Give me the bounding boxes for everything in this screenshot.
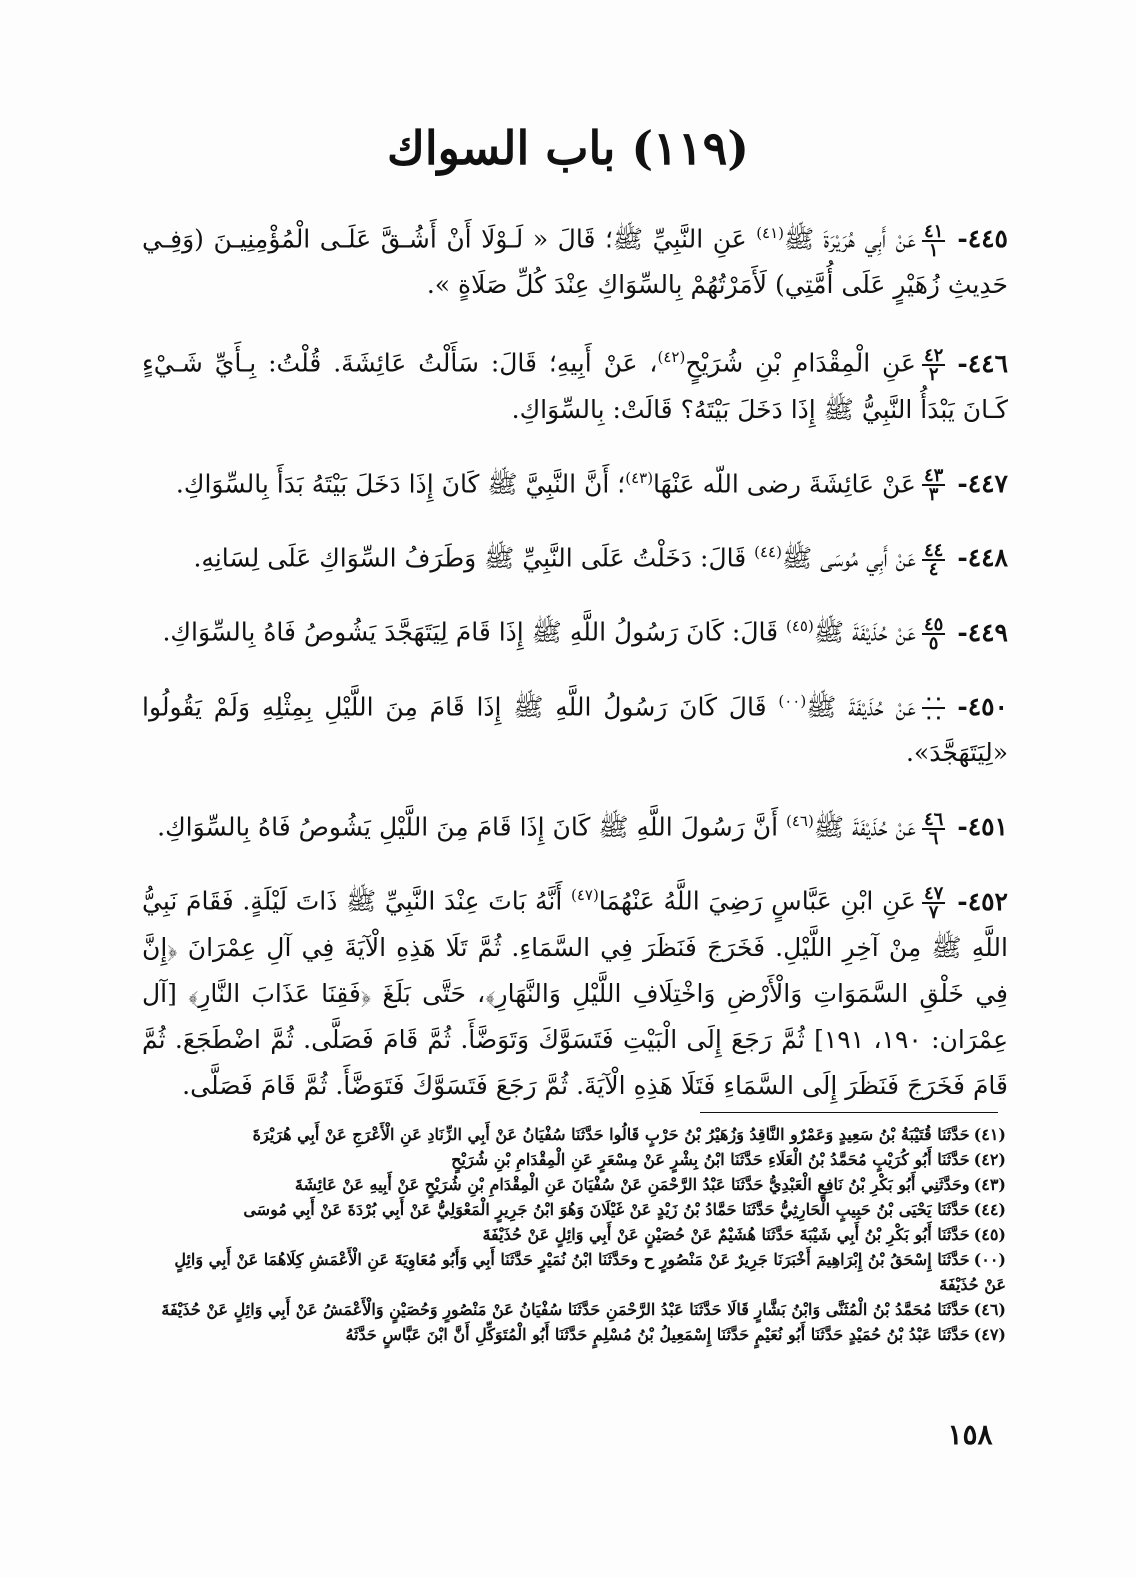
hadith-number: ٤٥٢- [957, 886, 1008, 916]
hadith-paragraph [142, 678, 1008, 776]
fraction-bottom: ١ [928, 239, 939, 261]
fraction-bottom: ٠٠ [923, 707, 944, 729]
footnote [148, 1297, 1006, 1322]
footnote-reference: (٠٠) [778, 691, 807, 710]
hadith-number: ٤٥٠- [957, 691, 1008, 721]
hadith-paragraph [142, 455, 1008, 507]
hadith-fraction [922, 688, 945, 729]
footnote [148, 1197, 1006, 1222]
fraction-top: ٤٧ [923, 883, 944, 905]
fraction-top: ٤٢ [923, 345, 944, 367]
hadith-list [142, 210, 1008, 1131]
footnote-number: (٤١) [973, 1125, 1006, 1144]
footnote-number: (٤٦) [973, 1300, 1006, 1319]
hadith-paragraph [142, 603, 1008, 655]
footnote-text: وحَدَّثَنِي أَبُو بَكْرِ بْنُ نَافِعٍ الْعَبْدِيُّ حَدَّثَنَا عَبْدُ الرَّحْمَنِ عَنْ سُفْيَانَ عَنِ الْمِقْدَامِ بْنِ شُرَيْحٍ عَنْ أَبِيهِ عَنْ عَائِشَةَ [294, 1175, 970, 1194]
hadith-number: ٤٥١- [957, 812, 1008, 842]
hadith-fraction [922, 539, 945, 580]
fraction-top: ٤٦ [923, 808, 944, 830]
hadith-text-continued: أَنَّهُ بَاتَ عِنْدَ النَّبِيِّ ﷺ ذَاتَ لَيْلَةٍ. فَقَامَ نَبِيُّ اللَّهِ ﷺ مِنْ آخِرِ اللَّيْلِ. فَخَرَجَ فَنَظَرَ فِي السَّمَاءِ. ثُمَّ تَلَا هَذِهِ الْآيَةَ فِي آلِ عِمْرَانَ ﴿إِنَّ فِي خَلْقِ السَّمَوَاتِ وَالْأَرْضِ وَاخْتِلَافِ اللَّيْلِ وَالنَّهَارِ﴾، حَتَّى بَلَغَ ﴿فَقِنَا عَذَابَ النَّارِ﴾ [آل عِمْرَان: ١٩٠، ١٩١] ثُمَّ رَجَعَ إِلَى الْبَيْتِ فَتَسَوَّكَ وَتَوَضَّأَ. ثُمَّ قَامَ فَصَلَّى. ثُمَّ اضْطَجَعَ. ثُمَّ قَامَ فَخَرَجَ فَنَظَرَ إِلَى السَّمَاءِ فَتَلَا هَذِهِ الْآيَةَ. ثُمَّ رَجَعَ فَتَسَوَّكَ فَتَوَضَّأَ. ثُمَّ قَامَ فَصَلَّى. [142, 886, 1009, 1100]
hadith-fraction [922, 345, 945, 386]
hadith-number: ٤٤٧- [957, 468, 1008, 498]
footnote-text: حَدَّثَنَا مُحَمَّدُ بْنُ الْمُثَنَّى وَابْنُ بَشَّارٍ قَالَا حَدَّثَنَا عَبْدُ الرَّحْمَنِ حَدَّثَنَا سُفْيَانُ عَنْ مَنْصُورٍ وَحُصَيْنٍ وَالْأَعْمَشُ عَنْ أَبِي وَائِلٍ عَنْ حُذَيْفَةَ [161, 1300, 970, 1319]
hadith-paragraph [142, 872, 1008, 1108]
hadith-text-continued: قَالَ كَانَ رَسُولُ اللَّهِ ﷺ إِذَا قَامَ مِنَ اللَّيْلِ بِمِثْلِهِ وَلَمْ يَقُولُوا «لِيَتَهَجَّدَ». [142, 691, 1008, 767]
hadith-fraction [922, 614, 945, 655]
hadith-fraction [922, 465, 945, 506]
fraction-top: ٤٤ [923, 539, 944, 561]
footnote-text: حَدَّثَنَا أَبُو بَكْرِ بْنُ أَبِي شَيْبَةَ حَدَّثَنَا هُشَيْمٌ عَنْ حُصَيْنٍ عَنْ أَبِي وَائِلٍ عَنْ حُذَيْفَةَ [482, 1225, 970, 1244]
hadith-paragraph [142, 798, 1008, 850]
fraction-bottom: ٥ [928, 633, 939, 655]
hadith-number: ٤٤٥- [957, 224, 1008, 254]
hadith-text: عَنْ حُذَيْفَةَ ﷺ [806, 691, 916, 721]
fraction-top: ٤١ [923, 220, 944, 242]
hadith-text: عَنِ الْمِقْدَامِ بْنِ شُرَيْحٍ [685, 348, 916, 378]
hadith-text: عَنْ حُذَيْفَةَ ﷺ [813, 617, 916, 647]
hadith-text: عَنِ ابْنِ عَبَّاسٍ رَضِيَ اللَّهُ عَنْهُمَا [598, 886, 916, 916]
footnote [148, 1122, 1006, 1147]
hadith-fraction [922, 220, 945, 261]
footnote-reference: (٤٧) [570, 886, 599, 905]
footnotes [148, 1122, 1006, 1347]
chapter-title: (١١٩) باب السواك [386, 121, 750, 175]
fraction-bottom: ٣ [928, 484, 939, 506]
footnote-reference: (٤٥) [786, 617, 814, 636]
footnote-reference: (٤٦) [786, 811, 814, 830]
hadith-text-continued: ؛ أَنَّ النَّبِيَّ ﷺ كَانَ إِذَا دَخَلَ بَيْتَهُ بَدَأَ بِالسِّوَاكِ. [175, 468, 626, 498]
hadith-number: ٤٤٩- [957, 617, 1008, 647]
footnote-reference: (٤٣) [625, 468, 654, 487]
hadith-text-continued: أَنَّ رَسُولَ اللَّهِ ﷺ كَانَ إِذَا قَامَ مِنَ اللَّيْلِ يَشُوصُ فَاهُ بِالسِّوَاكِ. [157, 812, 786, 842]
footnote-divider [700, 1112, 998, 1113]
footnote-reference: (٤٢) [657, 348, 686, 367]
fraction-top: ٤٣ [923, 465, 944, 487]
footnote-number: (٤٣) [973, 1175, 1006, 1194]
hadith-text: عَنْ عَائِشَةَ رضى اللّه عَنْهَا [653, 468, 916, 498]
footnote-text: حَدَّثَنَا عَبْدُ بْنُ حُمَيْدٍ حَدَّثَنَا أَبُو نُعَيْمٍ حَدَّثَنَا إِسْمَعِيلُ بْنُ مُسْلِمٍ حَدَّثَنَا أَبُو الْمُتَوَكِّلِ أَنَّ ابْنَ عَبَّاسٍ حَدَّثَهُ [345, 1325, 970, 1344]
footnote-reference: (٤١) [756, 224, 785, 242]
hadith-text-continued: عَنِ النَّبِيِّ ﷺ؛ قَالَ « لَـوْلَا أَنْ أَشُـقَّ عَلَـى الْمُؤْمِنِيـنَ (وَفِـي حَدِيثِ زُهَيْرٍ عَلَى أُمَّتِي) لَأَمَرْتُهُمْ بِالسِّوَاكِ عِنْدَ كُلِّ صَلَاةٍ ». [142, 224, 1008, 300]
hadith-paragraph [142, 334, 1008, 432]
footnote [148, 1247, 1006, 1297]
fraction-bottom: ٤ [928, 558, 939, 580]
footnote-text: حَدَّثَنَا أَبُو كُرَيْبٍ مُحَمَّدُ بْنُ الْعَلَاءِ حَدَّثَنَا ابْنُ بِشْرٍ عَنْ مِسْعَرٍ عَنِ الْمِقْدَامِ بْنِ شُرَيْحٍ [451, 1150, 970, 1169]
hadith-text: عَنْ حُذَيْفَةَ ﷺ [813, 812, 916, 842]
fraction-bottom: ٦ [928, 827, 939, 849]
hadith-fraction [922, 883, 945, 924]
footnote-number: (٤٤) [973, 1200, 1006, 1219]
footnote [148, 1172, 1006, 1197]
fraction-bottom: ٧ [928, 902, 939, 924]
fraction-bottom: ٢ [928, 364, 939, 386]
hadith-paragraph [142, 210, 1008, 308]
page-number: ١٥٨ [947, 1418, 993, 1451]
hadith-number: ٤٤٦- [957, 348, 1009, 378]
footnote-number: (٤٥) [973, 1225, 1006, 1244]
hadith-text-continued: ، عَنْ أَبِيهِ؛ قَالَ: سَأَلْتُ عَائِشَةَ. قُلْتُ: بِـأَيِّ شَـيْءٍ كَـانَ يَبْدَأُ النَّبِيُّ ﷺ إِذَا دَخَلَ بَيْتَهُ؟ قَالَتْ: بِالسِّوَاكِ. [142, 348, 1008, 424]
hadith-text-continued: قَالَ: دَخَلْتُ عَلَى النَّبِيِّ ﷺ وَطَرَفُ السِّوَاكِ عَلَى لِسَانِهِ. [193, 543, 755, 573]
fraction-top: ٤٥ [923, 614, 944, 636]
hadith-paragraph [142, 529, 1008, 581]
hadith-text: عَنْ أَبِي مُوسَى ﷺ [781, 543, 916, 573]
hadith-number: ٤٤٨- [957, 543, 1008, 573]
hadith-text-continued: قَالَ: كَانَ رَسُولُ اللَّهِ ﷺ إِذَا قَامَ لِيَتَهَجَّدَ يَشُوصُ فَاهُ بِالسِّوَاكِ. [162, 617, 786, 647]
footnote-text: حَدَّثَنَا قُتَيْبَةُ بْنُ سَعِيدٍ وَعَمْرٌو النَّاقِدُ وَزُهَيْرُ بْنُ حَرْبٍ قَالُوا حَدَّثَنَا سُفْيَانُ عَنْ أَبِي الزِّنَادِ عَنِ الْأَعْرَجِ عَنْ أَبِي هُرَيْرَةَ [252, 1125, 970, 1144]
footnote [148, 1322, 1006, 1347]
footnote-reference: (٤٤) [754, 542, 782, 561]
footnote-number: (٤٧) [973, 1325, 1006, 1344]
footnote-text: حَدَّثَنَا إِسْحَقُ بْنُ إِبْرَاهِيمَ أَخْبَرَنَا جَرِيرٌ عَنْ مَنْصُورٍ ح وحَدَّثَنَا ابْنُ نُمَيْرٍ حَدَّثَنَا أَبِي وَأَبُو مُعَاوِيَةَ عَنِ الْأَعْمَشِ كِلَاهُمَا عَنْ أَبِي وَائِلٍ عَنْ حُذَيْفَةَ [174, 1250, 1006, 1294]
hadith-fraction [922, 808, 945, 849]
footnote-text: حَدَّثَنَا يَحْيَى بْنُ حَبِيبٍ الْحَارِثِيُّ حَدَّثَنَا حَمَّادُ بْنُ زَيْدٍ عَنْ غَيْلَانَ وَهُوَ ابْنُ جَرِيرٍ الْمَعْوَلِيُّ عَنْ أَبِي بُرْدَةَ عَنْ أَبِي مُوسَى [243, 1200, 970, 1219]
footnote-number: (٤٢) [973, 1150, 1006, 1169]
fraction-top: ٠٠ [923, 688, 944, 710]
footnote [148, 1222, 1006, 1247]
footnote-number: (٠٠) [973, 1250, 1006, 1269]
footnote [148, 1147, 1006, 1172]
hadith-text: عَنْ أَبِي هُرَيْرَةَ ﷺ [784, 224, 916, 254]
